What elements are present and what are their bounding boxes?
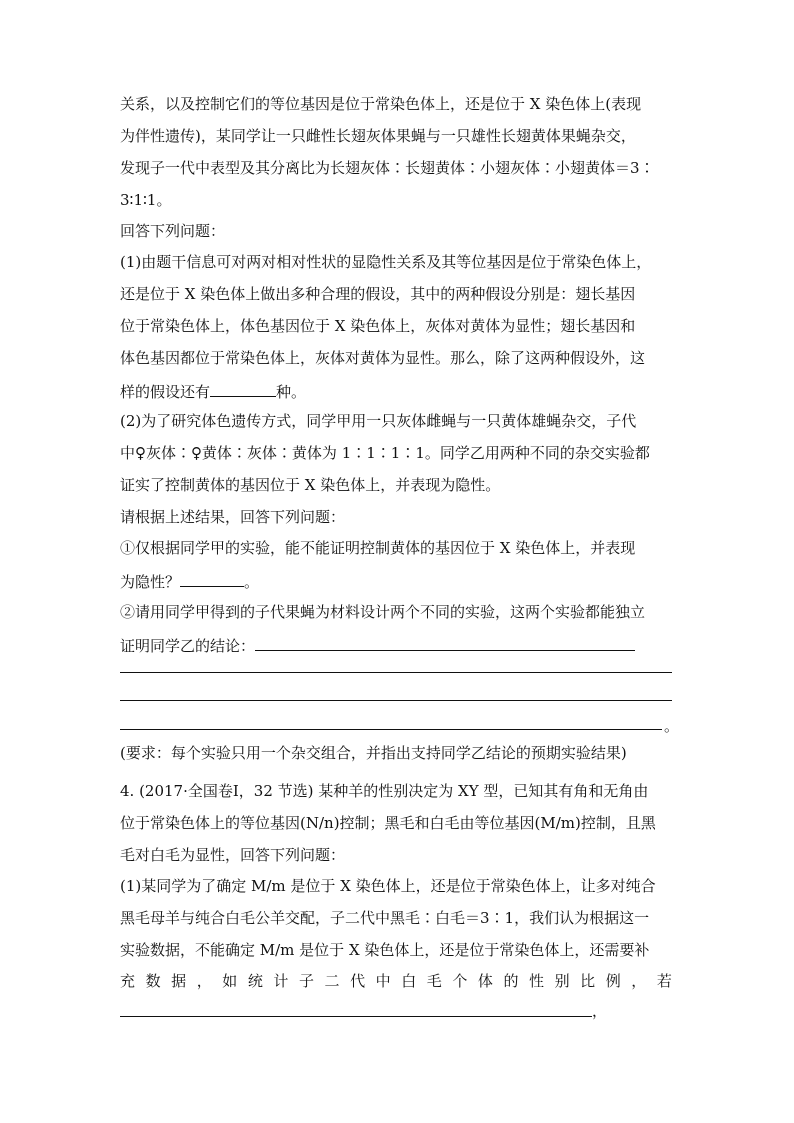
text-segment: ， xyxy=(592,1002,608,1020)
text-line: 证实了控制黄体的基因位于 X 染色体上，并表现为隐性。 xyxy=(120,476,501,494)
text-line: ①仅根据同学甲的实验，能不能证明控制黄体的基因位于 X 染色体上，并表现 xyxy=(120,539,636,557)
text-line: 毛对白毛为显性，回答下列问题： xyxy=(120,846,346,864)
text-line: 发现子一代中表型及其分离比为长翅灰体∶长翅黄体∶小翅灰体∶小翅黄体＝3∶ xyxy=(120,159,655,177)
text-line: 位于常染色体上的等位基因(N/n)控制；黑毛和白毛由等位基因(M/m)控制，且黑 xyxy=(120,814,656,832)
text-line: 体色基因都位于常染色体上，灰体对黄体为显性。那么，除了这两种假设外，这 xyxy=(120,349,646,367)
text-line: ②请用同学甲得到的子代果蝇为材料设计两个不同的实验，这两个实验都能独立 xyxy=(120,603,646,621)
answer-line[interactable] xyxy=(120,672,672,673)
text-line: (要求：每个实验只用一个杂交组合，并指出支持同学乙结论的预期实验结果) xyxy=(120,744,627,762)
text-line-justified: 充 数 据 ， 如 统 计 子 二 代 中 白 毛 个 体 的 性 别 比 例 ， 若 xyxy=(120,972,672,990)
answer-blank[interactable] xyxy=(255,634,635,651)
text-segment: 证明同学乙的结论： xyxy=(120,637,256,655)
text-line: (1)由题干信息可对两对相对性状的显隐性关系及其等位基因是位于常染色体上， xyxy=(120,253,652,271)
text-line: 3∶1∶1。 xyxy=(120,191,172,209)
text-line: 位于常染色体上，体色基因位于 X 染色体上，灰体对黄体为显性；翅长基因和 xyxy=(120,317,636,335)
text-line xyxy=(120,380,306,402)
text-line: (2)为了研究体色遗传方式，同学甲用一只灰体雌蝇与一只黄体雄蝇杂交，子代 xyxy=(120,412,637,430)
answer-blank[interactable] xyxy=(180,570,244,587)
text-line: (1)某同学为了确定 M/m 是位于 X 染色体上，还是位于常染色体上，让多对纯合 xyxy=(120,877,656,895)
text-segment: 。 xyxy=(244,573,260,591)
answer-line[interactable] xyxy=(120,729,662,730)
text-line: 回答下列问题： xyxy=(120,222,226,240)
text-line: 实验数据，不能确定 M/m 是位于 X 染色体上，还是位于常染色体上，还需要补 xyxy=(120,941,650,959)
text-line xyxy=(120,570,259,592)
text-line: 请根据上述结果，回答下列问题： xyxy=(120,508,346,526)
text-segment: 种。 xyxy=(276,383,307,401)
text-line: 为伴性遗传)，某同学让一只雌性长翅灰体果蝇与一只雄性长翅黄体果蝇杂交， xyxy=(120,127,636,145)
text-line: 黑毛母羊与纯合白毛公羊交配，子二代中黑毛∶白毛＝3∶1，我们认为根据这一 xyxy=(120,909,650,927)
answer-line[interactable] xyxy=(120,1016,592,1017)
text-line: 4. (2017·全国卷Ⅰ，32 节选) 某种羊的性别决定为 XY 型，已知其有角和无角由 xyxy=(120,782,649,800)
text-line: 关系，以及控制它们的等位基因是位于常染色体上，还是位于 X 染色体上(表现 xyxy=(120,95,642,113)
text-line xyxy=(120,634,635,656)
text-line: 还是位于 X 染色体上做出多种合理的假设，其中的两种假设分别是：翅长基因 xyxy=(120,285,636,303)
answer-blank[interactable] xyxy=(210,380,276,397)
text-segment: 为隐性？ xyxy=(120,573,181,591)
text-segment: 。 xyxy=(664,717,680,735)
answer-line[interactable] xyxy=(120,700,672,701)
text-line: 中♀灰体∶♀黄体∶灰体∶黄体为 1∶1∶1∶1。同学乙用两种不同的杂交实验都 xyxy=(120,444,650,462)
text-segment: 样的假设还有 xyxy=(120,383,211,401)
